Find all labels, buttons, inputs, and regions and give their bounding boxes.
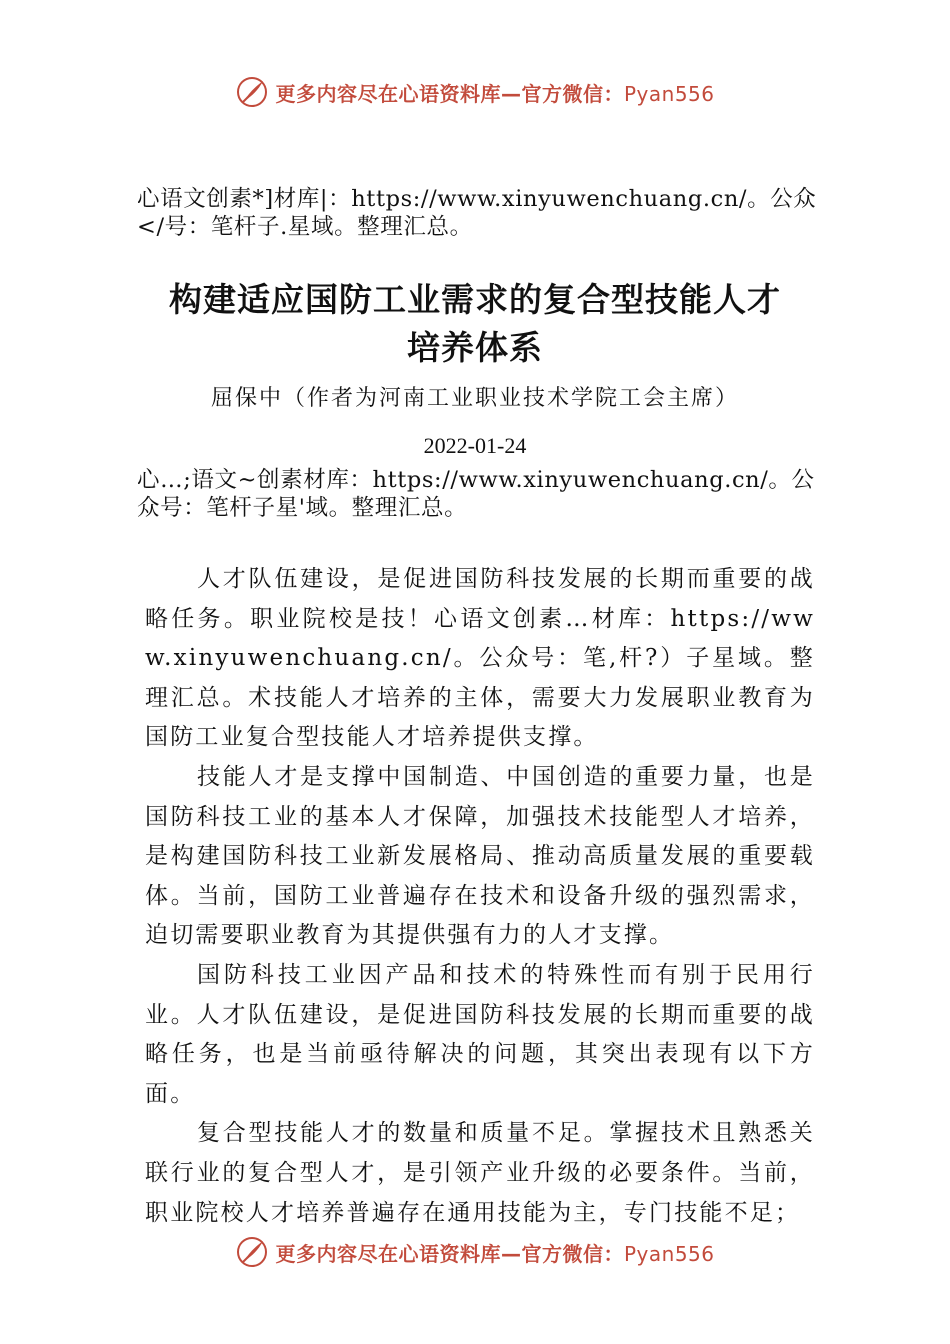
- paragraph: 国防科技工业因产品和技术的特殊性而有别于民用行业。人才队伍建设，是促进国防科技发展的长期而重要的战略任务，也是当前亟待解决的问题，其突出表现有以下方面。: [145, 961, 815, 1107]
- publish-date: 2022-01-24: [423, 433, 527, 458]
- watermark-wechat-id: Pyan556: [623, 81, 715, 106]
- watermark-footer: [0, 1232, 950, 1272]
- source-note-top: 心语文创素*]材库|：https://www.xinyuwenchuang.cn/。公众</号：笔杆子.星域。整理汇总。: [137, 186, 817, 240]
- source-note-second: 心…;语文~创素材库：https://www.xinyuwenchuang.cn/。公众号：笔杆子星'域。整理汇总。: [137, 467, 815, 521]
- watermark-wechat-id: Pyan556: [623, 1241, 715, 1266]
- quill-circle-logo-icon: [235, 75, 269, 109]
- author-byline: 屈保中（作者为河南工业职业技术学院工会主席）: [210, 386, 739, 411]
- quill-circle-logo-icon: [235, 1235, 269, 1269]
- watermark-header: [0, 72, 950, 112]
- paragraph: 复合型技能人才的数量和质量不足。掌握技术且熟悉关联行业的复合型人才，是引领产业升级的必要条件。当前，职业院校人才培养普遍存在通用技能为主，专门技能不足；: [145, 1120, 815, 1226]
- watermark-label: 更多内容尽在心语资料库—官方微信：: [275, 1241, 624, 1266]
- paragraph: 技能人才是支撑中国制造、中国创造的重要力量，也是国防科技工业的基本人才保障，加强技术技能型人才培养，是构建国防科技工业新发展格局、推动高质量发展的重要载体。当前，国防工业普遍存在技术和设备升级的强烈需求，迫切需要职业教育为其提供强有力的人才支撑。: [145, 763, 815, 949]
- article-body: [145, 560, 815, 1233]
- title-line-2: 培养体系: [407, 328, 543, 367]
- watermark-text: [275, 1238, 714, 1267]
- watermark-label: 更多内容尽在心语资料库—官方微信：: [275, 81, 624, 106]
- article-title: [0, 276, 950, 372]
- paragraph: 人才队伍建设，是促进国防科技发展的长期而重要的战略任务。职业院校是技！心语文创素…材库：https://www.xinyuwenchuang.cn/。公众号：笔,杆?）子星域。整理汇总。术技能人才培养的主体，需要大力发展职业教育为国防工业复合型技能人才培养提供支撑。: [145, 566, 815, 751]
- watermark-text: [275, 78, 714, 107]
- title-line-1: 构建适应国防工业需求的复合型技能人才: [169, 280, 781, 319]
